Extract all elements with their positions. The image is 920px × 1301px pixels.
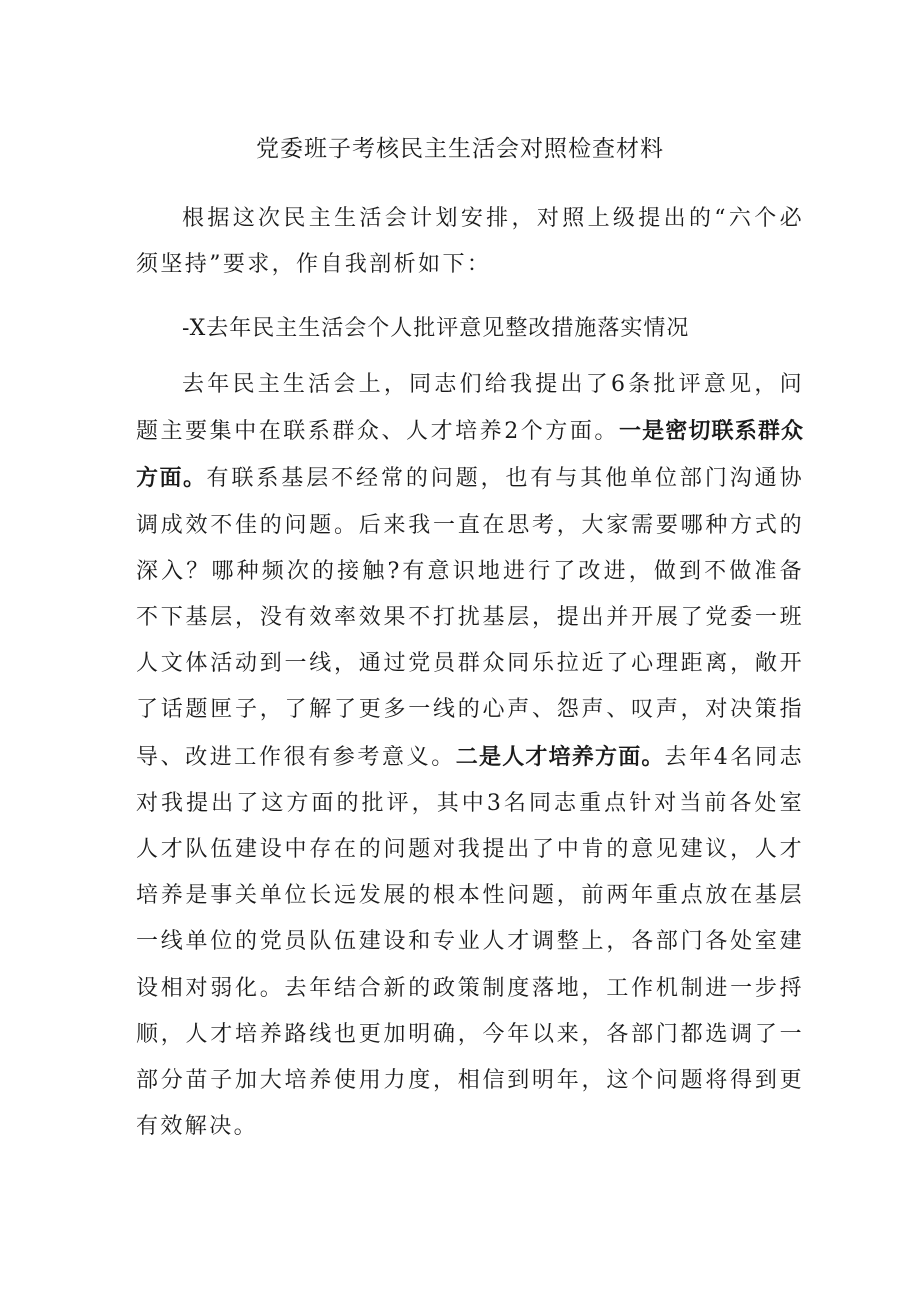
paragraph-text-2: 有联系基层不经常的问题，也有与其他单位部门沟通协调成效不佳的问题。后来我一直在思考，大家需要哪种方式的深入？哪种频次的接触?有意识地进行了改进，做到不做准备不下基层，没有效率效果不打扰基层，提出并开展了党委一班人文体活动到一线，通过党员群众同乐拉近了心理距离，敞开了话题匣子，了解了更多一线的心声、怨声、叹声，对决策指导、改进工作很有参考意义。 <box>136 466 804 770</box>
section-heading: -X去年民主生活会个人批评意见整改措施落实情况 <box>182 316 690 341</box>
paragraph-text-1: 去年民主生活会上，同志们给我提出了6条批评意见，问题主要集中在联系群众、人才培养2个方面。 <box>136 372 804 445</box>
document-title: 党委班子考核民主生活会对照检查材料 <box>256 136 664 162</box>
paragraph-text-3: 去年4名同志对我提出了这方面的批评，其中3名同志重点针对当前各处室人才队伍建设中存在的问题对我提出了中肯的意见建议，人才培养是事关单位长远发展的根本性问题，前两年重点放在基层一线单位的党员队伍建设和专业人才调整上，各部门各处室建设相对弱化。去年结合新的政策制度落地，工作机制进一步捋顺，人才培养路线也更加明确，今年以来，各部门都选调了一部分苗子加大培养使用力度，相信到明年，这个问题将得到更有效解决。 <box>136 744 804 1140</box>
body-paragraph <box>136 362 804 1150</box>
intro-paragraph: 根据这次民主生活会计划安排，对照上级提出的“六个必须坚持”要求，作自我剖析如下： <box>136 206 804 278</box>
bold-point-contact-masses: 一是密切联系群众方面。 <box>136 418 804 492</box>
bold-point-talent-training: 二是人才培养方面。 <box>455 743 665 770</box>
